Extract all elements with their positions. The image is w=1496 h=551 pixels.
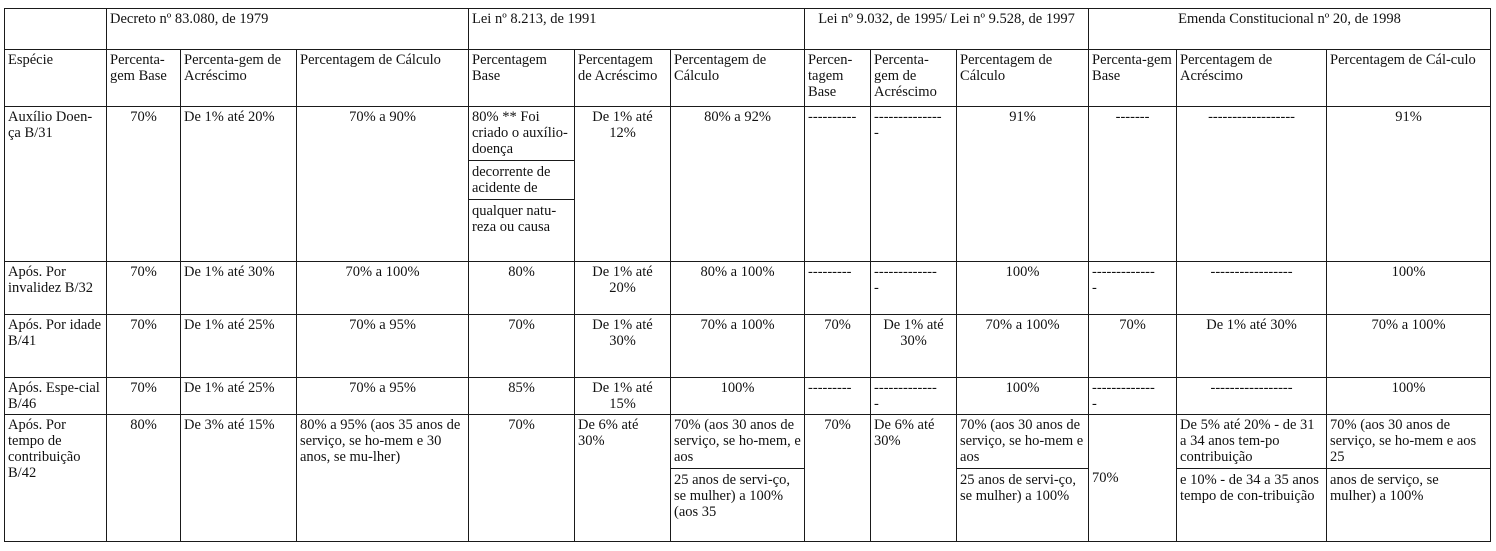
cell-g4-base: 70%: [1089, 315, 1177, 378]
cell-g4-acrescimo: -----------------: [1177, 262, 1327, 315]
subheader-g2-base: Percentagem Base: [469, 50, 575, 107]
cell-g3-acrescimo-extra: -: [874, 396, 879, 412]
header-lei-1991: Lei nº 8.213, de 1991: [469, 9, 805, 50]
cell-g1-calculo: 80% a 95% (aos 35 anos de serviço, se ho-mem e 30 anos, se mu-lher): [297, 415, 469, 542]
subheader-especie: Espécie: [5, 50, 107, 107]
cell-g4-acrescimo-part-b: e 10% - de 34 a 35 anos tempo de con-tribuição: [1177, 468, 1326, 504]
cell-g2-acrescimo: De 1% até 15%: [575, 378, 671, 415]
cell-g2-base-part-a: 80% ** Foi criado o auxílio-doença: [472, 109, 568, 157]
cell-g3-acrescimo-extra: -: [874, 125, 879, 141]
cell-g1-calculo: 70% a 100%: [297, 262, 469, 315]
cell-g2-calculo: 80% a 100%: [671, 262, 805, 315]
subheader-g1-calculo: Percentagem de Cálculo: [297, 50, 469, 107]
cell-g1-acrescimo: De 1% até 25%: [181, 315, 297, 378]
header-row: [5, 9, 1491, 50]
subheader-g3-base: Percen-tagem Base: [805, 50, 871, 107]
cell-g2-base: 85%: [469, 378, 575, 415]
cell-g3-base: ---------: [805, 262, 871, 315]
row-especie: Após. Por idade B/41: [5, 315, 107, 378]
header-emenda-1998: Emenda Constitucional nº 20, de 1998: [1089, 9, 1491, 50]
subheader-g2-calculo: Percentagem de Cálculo: [671, 50, 805, 107]
cell-g4-calculo: 70% a 100%: [1327, 315, 1491, 378]
cell-g1-calculo: 70% a 95%: [297, 315, 469, 378]
cell-g4-base-extra: -: [1092, 396, 1097, 412]
cell-g3-calculo-part-a: 70% (aos 30 anos de serviço, se ho-mem e aos: [960, 417, 1084, 465]
cell-g3-acrescimo-dashes: -------------: [874, 380, 937, 396]
subheader-g2-acrescimo: Percentagem de Acréscimo: [575, 50, 671, 107]
cell-g1-acrescimo: De 3% até 15%: [181, 415, 297, 542]
row-especie: Após. Espe-cial B/46: [5, 378, 107, 415]
subheader-g3-acrescimo: Percenta-gem de Acréscimo: [871, 50, 957, 107]
cell-g1-calculo: 70% a 90%: [297, 107, 469, 262]
cell-g2-acrescimo: De 6% até 30%: [575, 415, 671, 542]
cell-g2-calculo: 100%: [671, 378, 805, 415]
cell-g3-base: ---------: [805, 378, 871, 415]
cell-g4-base: [1089, 378, 1177, 415]
cell-g3-calculo-part-b: 25 anos de servi-ço, se mulher) a 100%: [957, 468, 1088, 504]
cell-g3-calculo: 70% a 100%: [957, 315, 1089, 378]
cell-g3-base: 70%: [805, 315, 871, 378]
table-row: [5, 378, 1491, 415]
cell-g3-acrescimo-dashes: --------------: [874, 109, 942, 125]
row-especie: Após. Por tempo de contribuição B/42: [5, 415, 107, 542]
cell-g3-acrescimo: [871, 378, 957, 415]
cell-g2-base-part-c: qualquer natu-reza ou causa: [469, 199, 574, 235]
cell-g4-calculo: 100%: [1327, 262, 1491, 315]
cell-g2-calculo-part-b: 25 anos de servi-ço, se mulher) a 100%(aos 35: [671, 468, 804, 520]
cell-g1-acrescimo: De 1% até 30%: [181, 262, 297, 315]
cell-g2-base: 70%: [469, 415, 575, 542]
cell-g1-base: 70%: [107, 262, 181, 315]
cell-g4-calculo-part-b: anos de serviço, se mulher) a 100%: [1327, 468, 1490, 504]
cell-g4-calculo: [1327, 415, 1491, 542]
cell-g1-acrescimo: De 1% até 20%: [181, 107, 297, 262]
cell-g4-base: -------: [1089, 107, 1177, 262]
subheader-g4-base: Percenta-gem Base: [1089, 50, 1177, 107]
cell-g3-calculo: [957, 415, 1089, 542]
cell-g4-calculo: 91%: [1327, 107, 1491, 262]
cell-g4-acrescimo: [1177, 415, 1327, 542]
benefit-percentage-table: [4, 8, 1491, 542]
cell-g2-acrescimo: De 1% até 30%: [575, 315, 671, 378]
cell-g2-base: 80%: [469, 262, 575, 315]
cell-g2-acrescimo: De 1% até 12%: [575, 107, 671, 262]
table-row: [5, 315, 1491, 378]
cell-g3-calculo: 100%: [957, 378, 1089, 415]
cell-g3-acrescimo-dashes: -------------: [874, 264, 937, 280]
cell-g1-acrescimo: De 1% até 25%: [181, 378, 297, 415]
cell-g3-acrescimo: De 6% até 30%: [871, 415, 957, 542]
subheader-g1-base: Percenta-gem Base: [107, 50, 181, 107]
cell-g4-calculo-part-a: 70% (aos 30 anos de serviço, se ho-mem e aos 25: [1330, 417, 1477, 465]
cell-g3-calculo: 91%: [957, 107, 1089, 262]
header-lei-1995-1997: Lei nº 9.032, de 1995/ Lei nº 9.528, de 1997: [805, 9, 1089, 50]
cell-g3-calculo: 100%: [957, 262, 1089, 315]
subheader-g4-acrescimo: Percentagem de Acréscimo: [1177, 50, 1327, 107]
cell-g3-base: 70%: [805, 415, 871, 542]
cell-g1-base: 70%: [107, 107, 181, 262]
cell-g2-base: [469, 107, 575, 262]
table-row: [5, 262, 1491, 315]
cell-g2-calculo-part-a: 70% (aos 30 anos de serviço, se ho-mem, e aos: [674, 417, 801, 465]
cell-g2-calculo: 80% a 92%: [671, 107, 805, 262]
cell-g4-base-dashes: -------------: [1092, 264, 1155, 280]
cell-g3-acrescimo: [871, 262, 957, 315]
subheader-g3-calculo: Percentagem de Cálculo: [957, 50, 1089, 107]
cell-g2-calculo: [671, 415, 805, 542]
cell-g1-calculo: 70% a 95%: [297, 378, 469, 415]
table-row: [5, 107, 1491, 262]
row-especie: Auxílio Doen-ça B/31: [5, 107, 107, 262]
header-empty-cell: [5, 9, 107, 50]
cell-g4-base: 70%: [1089, 415, 1177, 542]
cell-g4-base: [1089, 262, 1177, 315]
cell-g4-acrescimo-part-a: De 5% até 20% - de 31 a 34 anos tem-po contribuição: [1180, 417, 1315, 465]
cell-g4-calculo: 100%: [1327, 378, 1491, 415]
cell-g1-base: 70%: [107, 378, 181, 415]
cell-g3-acrescimo-extra: -: [874, 280, 879, 296]
subheader-g1-acrescimo: Percenta-gem de Acréscimo: [181, 50, 297, 107]
row-especie: Após. Por invalidez B/32: [5, 262, 107, 315]
cell-g3-base: ----------: [805, 107, 871, 262]
subheader-g4-calculo: Percentagem de Cál-culo: [1327, 50, 1491, 107]
cell-g2-base: 70%: [469, 315, 575, 378]
cell-g2-base-part-b: decorrente de acidente de: [469, 160, 574, 196]
cell-g3-acrescimo: De 1% até 30%: [871, 315, 957, 378]
cell-g4-base-extra: -: [1092, 280, 1097, 296]
cell-g4-acrescimo: De 1% até 30%: [1177, 315, 1327, 378]
cell-g4-base-dashes: -------------: [1092, 380, 1155, 396]
cell-g1-base: 80%: [107, 415, 181, 542]
cell-g2-calculo: 70% a 100%: [671, 315, 805, 378]
cell-g4-acrescimo: -----------------: [1177, 378, 1327, 415]
cell-g1-base: 70%: [107, 315, 181, 378]
cell-g3-acrescimo: [871, 107, 957, 262]
cell-g2-acrescimo: De 1% até 20%: [575, 262, 671, 315]
header-decreto-1979: Decreto nº 83.080, de 1979: [107, 9, 469, 50]
cell-g4-acrescimo: ------------------: [1177, 107, 1327, 262]
subheader-row: [5, 50, 1491, 107]
table-row: [5, 415, 1491, 542]
